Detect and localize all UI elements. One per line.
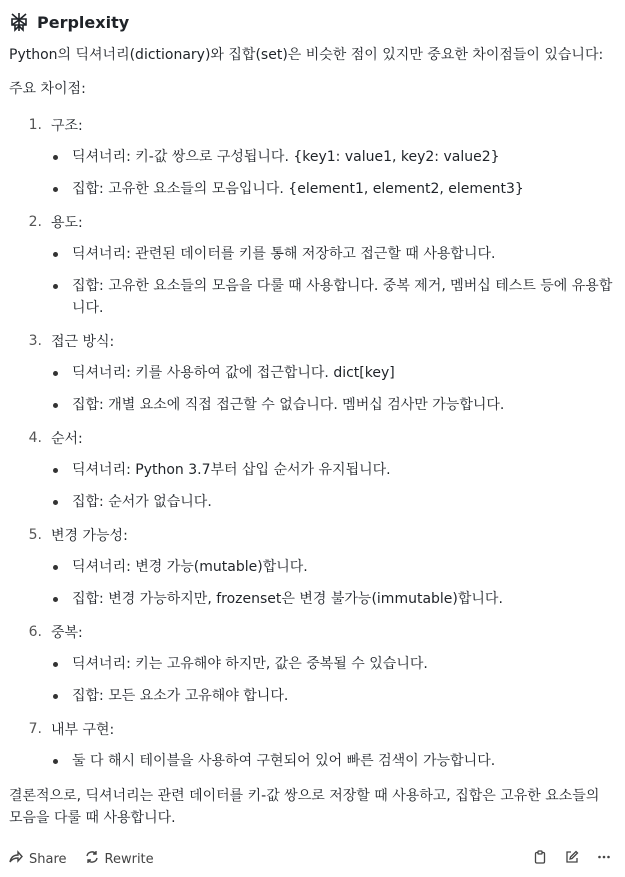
difference-item — [9, 712, 615, 777]
sub-item-text: 딕셔너리: 키-값 쌍으로 구성됩니다. {key1: value1, key2: value2} — [72, 149, 500, 165]
difference-list — [9, 108, 615, 777]
item-title: 접근 방식: — [51, 333, 115, 350]
rewrite-button[interactable] — [85, 850, 154, 868]
rewrite-label: Rewrite — [104, 851, 154, 867]
more-icon — [597, 850, 611, 868]
sub-list — [9, 357, 615, 421]
item-number: 3. — [28, 332, 42, 349]
share-button[interactable] — [9, 850, 67, 868]
item-number: 6. — [28, 623, 42, 640]
sub-item — [9, 389, 615, 421]
item-title: 순서: — [51, 430, 83, 447]
sub-item — [9, 173, 615, 205]
bullet-icon — [53, 403, 58, 408]
answer-actions — [9, 841, 615, 877]
sub-item — [9, 357, 615, 389]
sub-item — [9, 680, 615, 712]
sub-item-text: 집합: 고유한 요소들의 모음을 다룰 때 사용합니다. 중복 제거, 멤버십 테스트 등에 유용합니다. — [72, 278, 613, 316]
sub-item — [9, 648, 615, 680]
more-button[interactable] — [593, 848, 615, 870]
item-number: 4. — [28, 429, 42, 446]
bullet-icon — [53, 155, 58, 160]
bullet-icon — [53, 565, 58, 570]
sub-item-text: 집합: 모든 요소가 고유해야 합니다. — [72, 688, 289, 704]
share-label: Share — [29, 851, 67, 867]
sub-item-text: 집합: 변경 가능하지만, frozenset은 변경 불가능(immutable)합니다. — [72, 591, 503, 607]
brand-name: Perplexity — [37, 12, 130, 32]
bullet-icon — [53, 371, 58, 376]
sub-list — [9, 648, 615, 712]
answer-conclusion: 결론적으로, 딕셔너리는 관련 데이터를 키-값 쌍으로 저장할 때 사용하고, 집합은 고유한 요소들의 모음을 다룰 때 사용합니다. — [9, 788, 600, 826]
difference-heading — [9, 324, 615, 357]
sub-item-text: 딕셔너리: 관련된 데이터를 키를 통해 저장하고 접근할 때 사용합니다. — [72, 246, 496, 262]
item-number: 5. — [28, 526, 42, 543]
item-number: 7. — [28, 720, 42, 737]
clipboard-icon — [533, 850, 547, 868]
difference-item — [9, 421, 615, 518]
difference-heading — [9, 712, 615, 745]
sub-item-text: 딕셔너리: 키는 고유해야 하지만, 값은 중복될 수 있습니다. — [72, 656, 428, 672]
copy-button[interactable] — [529, 848, 551, 870]
sub-item-text: 집합: 개별 요소에 직접 접근할 수 없습니다. 멤버십 검사만 가능합니다. — [72, 397, 505, 413]
sub-item-text: 딕셔너리: 변경 가능(mutable)합니다. — [72, 559, 308, 575]
sub-item — [9, 551, 615, 583]
sub-item-text: 집합: 고유한 요소들의 모음입니다. {element1, element2, element3} — [72, 181, 524, 197]
sub-item — [9, 454, 615, 486]
sub-item-text: 집합: 순서가 없습니다. — [72, 494, 212, 510]
sub-item-text: 딕셔너리: Python 3.7부터 삽입 순서가 유지됩니다. — [72, 462, 391, 478]
perplexity-logo-icon — [9, 12, 29, 32]
sub-item — [9, 745, 615, 777]
difference-item — [9, 205, 615, 324]
item-number: 1. — [28, 116, 42, 133]
item-title: 내부 구현: — [51, 721, 115, 738]
bullet-icon — [53, 252, 58, 257]
bullet-icon — [53, 284, 58, 289]
bullet-icon — [53, 468, 58, 473]
sub-item — [9, 486, 615, 518]
difference-heading — [9, 108, 615, 141]
header — [9, 0, 615, 44]
difference-item — [9, 615, 615, 712]
sub-item — [9, 141, 615, 173]
item-title: 중복: — [51, 624, 83, 641]
answer-intro: Python의 딕셔너리(dictionary)와 집합(set)은 비슷한 점이 있지만 중요한 차이점들이 있습니다: — [9, 47, 604, 63]
bullet-icon — [53, 500, 58, 505]
sub-list — [9, 745, 615, 777]
sub-item — [9, 270, 615, 324]
bullet-icon — [53, 597, 58, 602]
difference-heading — [9, 615, 615, 648]
difference-item — [9, 108, 615, 205]
difference-heading — [9, 421, 615, 454]
edit-icon — [565, 850, 579, 868]
bullet-icon — [53, 759, 58, 764]
difference-item — [9, 518, 615, 615]
difference-heading — [9, 518, 615, 551]
sub-list — [9, 454, 615, 518]
bullet-icon — [53, 662, 58, 667]
difference-item — [9, 324, 615, 421]
sub-item — [9, 238, 615, 270]
summary-label: 주요 차이점: — [9, 81, 86, 97]
rewrite-icon — [85, 850, 99, 868]
item-title: 변경 가능성: — [51, 527, 128, 544]
sub-list — [9, 551, 615, 615]
difference-heading — [9, 205, 615, 238]
edit-button[interactable] — [561, 848, 583, 870]
sub-list — [9, 141, 615, 205]
share-icon — [9, 850, 23, 868]
bullet-icon — [53, 694, 58, 699]
item-title: 구조: — [51, 117, 83, 134]
item-number: 2. — [28, 213, 42, 230]
item-title: 용도: — [51, 214, 83, 231]
sub-list — [9, 238, 615, 324]
sub-item-text: 둘 다 해시 테이블을 사용하여 구현되어 있어 빠른 검색이 가능합니다. — [72, 753, 496, 769]
bullet-icon — [53, 187, 58, 192]
sub-item-text: 딕셔너리: 키를 사용하여 값에 접근합니다. dict[key] — [72, 365, 395, 381]
sub-item — [9, 583, 615, 615]
